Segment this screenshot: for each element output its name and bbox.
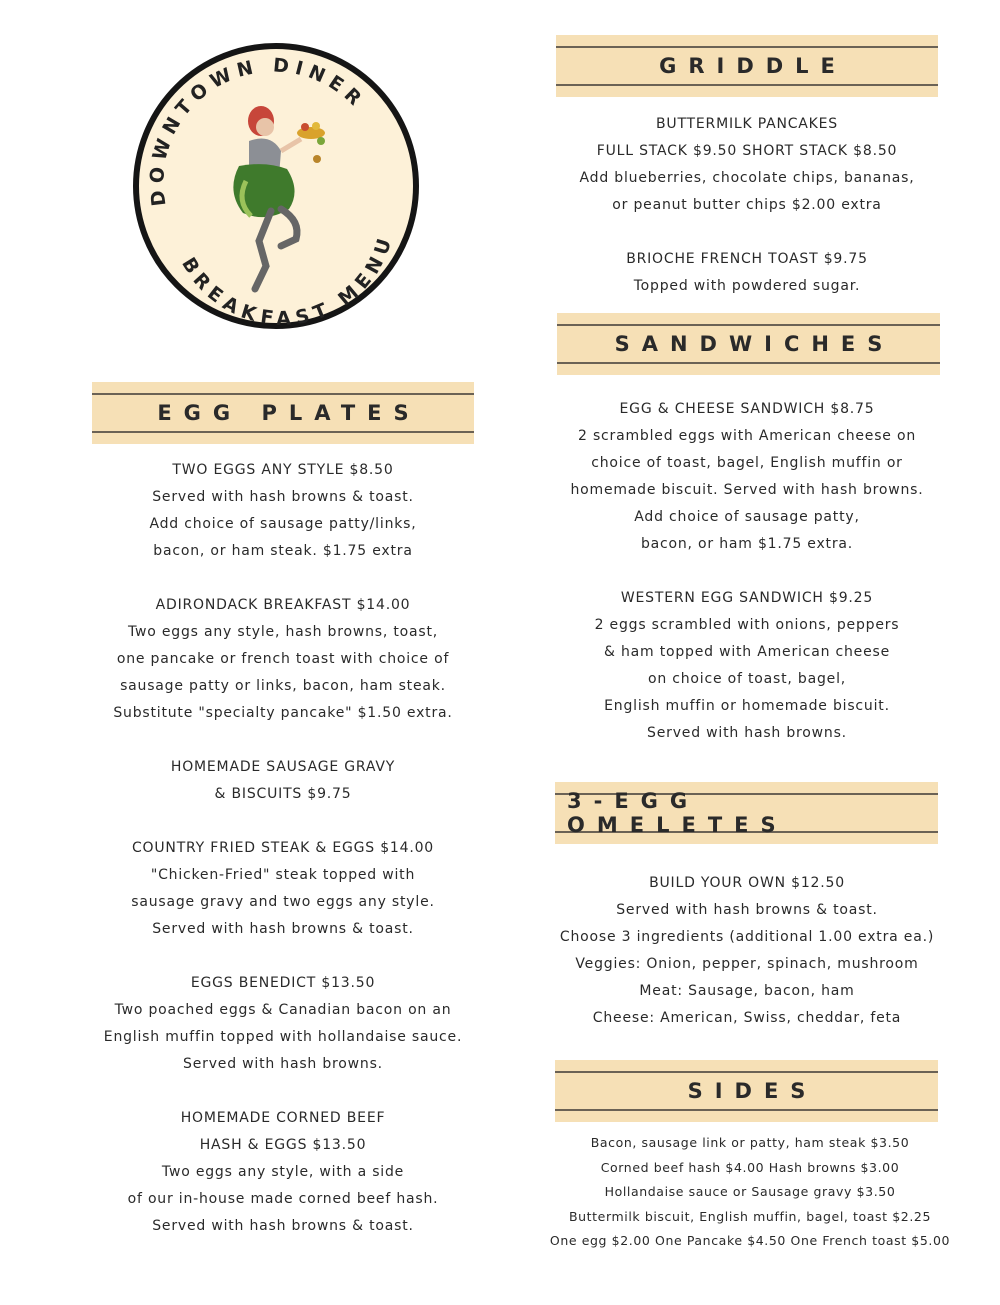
item-line: Topped with powdered sugar. xyxy=(633,278,861,294)
item-line: Bacon, sausage link or patty, ham steak $3.50 xyxy=(590,1135,910,1150)
item-line: bacon, or ham $1.75 extra. xyxy=(640,536,854,552)
sandwiches-header xyxy=(557,313,940,375)
menu-item-sausage-gravy-biscuits xyxy=(55,754,511,808)
item-line: on choice of toast, bagel, xyxy=(647,671,847,687)
griddle-items xyxy=(520,111,974,327)
item-line: Served with hash browns & toast. xyxy=(152,921,414,937)
item-line: TWO EGGS ANY STYLE $8.50 xyxy=(172,462,394,478)
item-line: one pancake or french toast with choice of xyxy=(116,651,450,667)
item-line: of our in-house made corned beef hash. xyxy=(127,1191,439,1207)
item-line: homemade biscuit. Served with hash browns. xyxy=(570,482,924,498)
sides-header xyxy=(555,1060,938,1122)
item-line: Corned beef hash $4.00 Hash browns $3.00 xyxy=(600,1159,900,1175)
item-line: English muffin or homemade biscuit. xyxy=(604,698,890,714)
menu-item-sides-list xyxy=(510,1131,990,1254)
item-line: One egg $2.00 One Pancake $4.50 One French toast $5.00 xyxy=(549,1233,951,1249)
item-line: Two eggs any style, with a side xyxy=(161,1164,405,1180)
menu-item-buttermilk-pancakes xyxy=(520,111,974,219)
sides-title: SIDES xyxy=(687,1079,818,1103)
item-line: Served with hash browns & toast. xyxy=(152,1218,414,1234)
menu-item-build-your-own xyxy=(520,870,974,1032)
item-line: Two poached eggs & Canadian bacon on an xyxy=(114,1002,452,1018)
item-line: BUTTERMILK PANCAKES xyxy=(656,116,838,132)
item-line: Cheese: American, Swiss, cheddar, feta xyxy=(592,1010,902,1026)
item-line: BRIOCHE FRENCH TOAST $9.75 xyxy=(626,251,868,267)
griddle-header xyxy=(556,35,938,97)
item-line: Served with hash browns. xyxy=(183,1056,383,1072)
item-line: Veggies: Onion, pepper, spinach, mushroom xyxy=(575,956,919,972)
logo-arc-bottom: BREAKFAST MENU xyxy=(177,230,398,331)
item-line: & BISCUITS $9.75 xyxy=(214,786,352,802)
egg-plates-items xyxy=(55,457,511,1267)
egg-plates-header xyxy=(92,382,474,444)
menu-item-brioche-french-toast xyxy=(520,246,974,300)
egg-plates-title: EGG PLATES xyxy=(157,401,421,425)
menu-item-corned-beef-hash xyxy=(55,1105,511,1240)
item-line: FULL STACK $9.50 SHORT STACK $8.50 xyxy=(596,143,898,159)
item-line: Served with hash browns. xyxy=(647,725,847,741)
omeletes-title: 3-EGG OMELETES xyxy=(567,789,788,837)
item-line: sausage patty or links, bacon, ham steak. xyxy=(120,678,446,694)
item-line: Two eggs any style, hash browns, toast, xyxy=(127,624,439,640)
item-line: Substitute "specialty pancake" $1.50 extra. xyxy=(113,705,453,721)
sandwiches-title: SANDWICHES xyxy=(614,332,895,356)
omeletes-header xyxy=(555,782,938,844)
menu-item-country-fried-steak xyxy=(55,835,511,943)
item-line: Served with hash browns & toast. xyxy=(152,489,414,505)
item-line: HOMEMADE CORNED BEEF xyxy=(180,1110,386,1126)
logo-badge xyxy=(131,41,421,331)
item-line: EGGS BENEDICT $13.50 xyxy=(190,975,376,991)
diner-logo xyxy=(131,41,421,331)
menu-item-adirondack-breakfast xyxy=(55,592,511,727)
item-line: Add choice of sausage patty/links, xyxy=(149,516,417,532)
item-line: 2 eggs scrambled with onions, peppers xyxy=(594,617,900,633)
item-line: BUILD YOUR OWN $12.50 xyxy=(649,875,845,891)
item-line: & ham topped with American cheese xyxy=(603,644,890,660)
item-line: Meat: Sausage, bacon, ham xyxy=(639,983,855,999)
item-line: English muffin topped with hollandaise sauce. xyxy=(103,1029,463,1045)
item-line: 2 scrambled eggs with American cheese on xyxy=(578,428,916,444)
item-line: "Chicken-Fried" steak topped with xyxy=(150,867,416,883)
sandwiches-items xyxy=(520,396,974,774)
menu-item-two-eggs-any-style xyxy=(55,457,511,565)
item-line: ADIRONDACK BREAKFAST $14.00 xyxy=(155,597,411,613)
item-line: Hollandaise sauce or Sausage gravy $3.50 xyxy=(604,1184,896,1200)
sides-items xyxy=(510,1131,990,1281)
item-line: bacon, or ham steak. $1.75 extra xyxy=(153,543,413,559)
item-line: EGG & CHEESE SANDWICH $8.75 xyxy=(619,401,875,417)
omeletes-items xyxy=(520,870,974,1059)
item-line: Served with hash browns & toast. xyxy=(616,902,878,918)
item-line: Choose 3 ingredients (additional 1.00 extra ea.) xyxy=(559,929,935,945)
menu-item-egg-cheese-sandwich xyxy=(520,396,974,558)
item-line: WESTERN EGG SANDWICH $9.25 xyxy=(620,590,874,606)
item-line: Add choice of sausage patty, xyxy=(634,509,860,525)
item-line: COUNTRY FRIED STEAK & EGGS $14.00 xyxy=(131,840,434,856)
menu-item-western-egg-sandwich xyxy=(520,585,974,747)
item-line: Buttermilk biscuit, English muffin, bagel, toast $2.25 xyxy=(568,1208,932,1224)
item-line: HASH & EGGS $13.50 xyxy=(199,1137,367,1153)
menu-item-eggs-benedict xyxy=(55,970,511,1078)
item-line: Add blueberries, chocolate chips, bananas, xyxy=(579,170,915,186)
item-line: choice of toast, bagel, English muffin or xyxy=(591,455,903,471)
item-line: HOMEMADE SAUSAGE GRAVY xyxy=(170,759,396,775)
item-line: sausage gravy and two eggs any style. xyxy=(131,894,435,910)
griddle-title: GRIDDLE xyxy=(659,54,847,78)
item-line: or peanut butter chips $2.00 extra xyxy=(612,197,882,213)
logo-arc-top: DOWNTOWN DINER xyxy=(146,54,370,208)
